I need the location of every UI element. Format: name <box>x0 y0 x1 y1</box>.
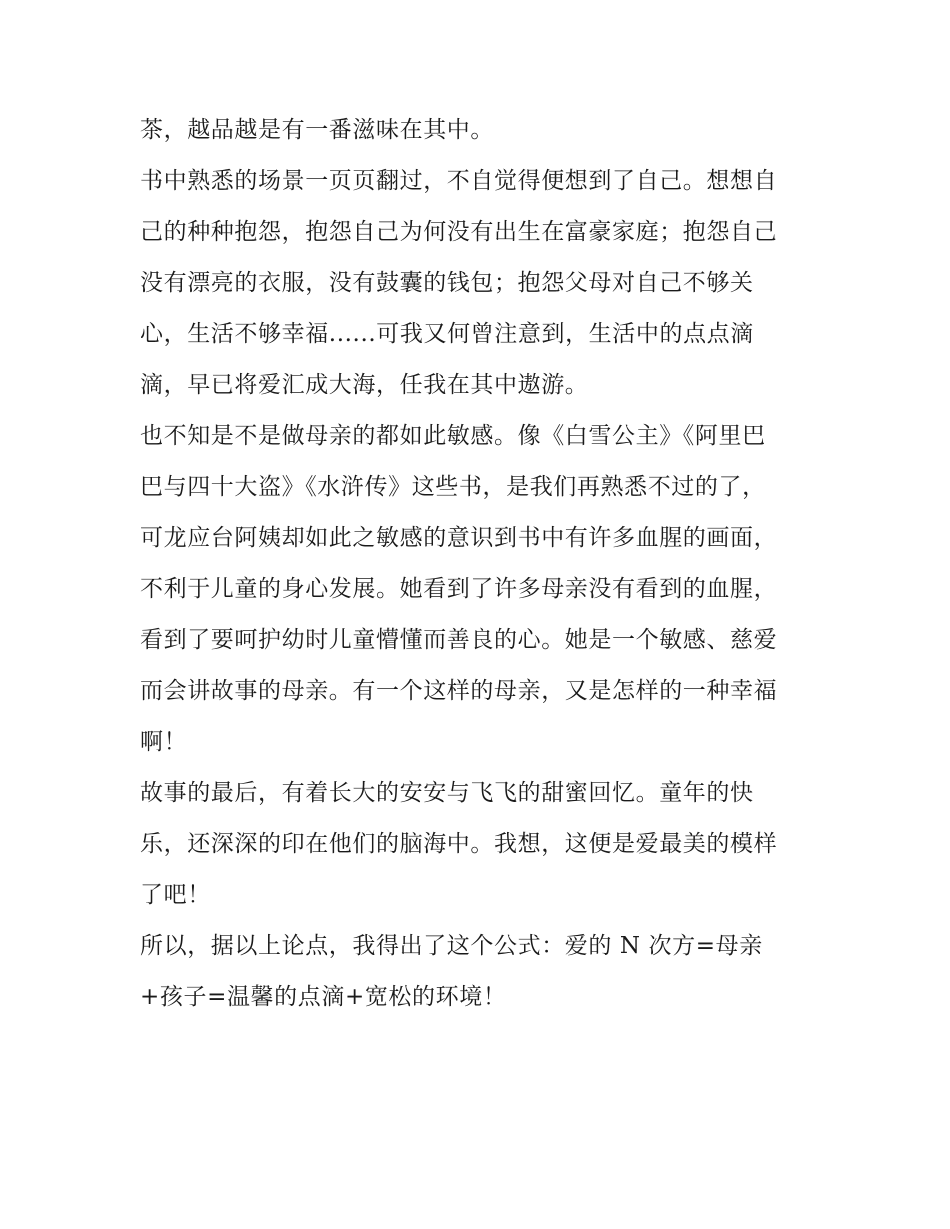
text-line: 心，生活不够幸福......可我又何曾注意到，生活中的点点滴 <box>140 321 754 347</box>
text-line: 啊！ <box>140 729 188 755</box>
text-line: 己的种种抱怨，抱怨自己为何没有出生在富豪家庭；抱怨自己 <box>140 219 778 245</box>
text-line: 巴与四十大盗》《水浒传》这些书，是我们再熟悉不过的了， <box>140 474 766 500</box>
text-line: 了吧！ <box>140 882 211 908</box>
text-line: 所以，据以上论点，我得出了这个公式：爱的 N 次方=母亲 <box>140 933 763 959</box>
text-line: 滴，早已将爱汇成大海，任我在其中遨游。 <box>140 372 589 398</box>
text-line: 茶，越品越是有一番滋味在其中。 <box>140 117 494 143</box>
text-line: 不利于儿童的身心发展。她看到了许多母亲没有看到的血腥， <box>140 576 778 602</box>
text-line: 看到了要呵护幼时儿童懵懂而善良的心。她是一个敏感、慈爱 <box>140 627 778 653</box>
text-line: +孩子=温馨的点滴+宽松的环境！ <box>140 984 507 1010</box>
text-line: 书中熟悉的场景一页页翻过，不自觉得便想到了自己。想想自 <box>140 168 778 194</box>
text-line: 而会讲故事的母亲。有一个这样的母亲，又是怎样的一种幸福 <box>140 678 778 704</box>
text-line: 乐，还深深的印在他们的脑海中。我想，这便是爱最美的模样 <box>140 831 778 857</box>
text-line: 可龙应台阿姨却如此之敏感的意识到书中有许多血腥的画面， <box>140 525 778 551</box>
text-line: 也不知是不是做母亲的都如此敏感。像《白雪公主》《阿里巴 <box>140 423 766 449</box>
text-line: 故事的最后，有着长大的安安与飞飞的甜蜜回忆。童年的快 <box>140 780 754 806</box>
text-line: 没有漂亮的衣服，没有鼓囊的钱包；抱怨父母对自己不够关 <box>140 270 754 296</box>
